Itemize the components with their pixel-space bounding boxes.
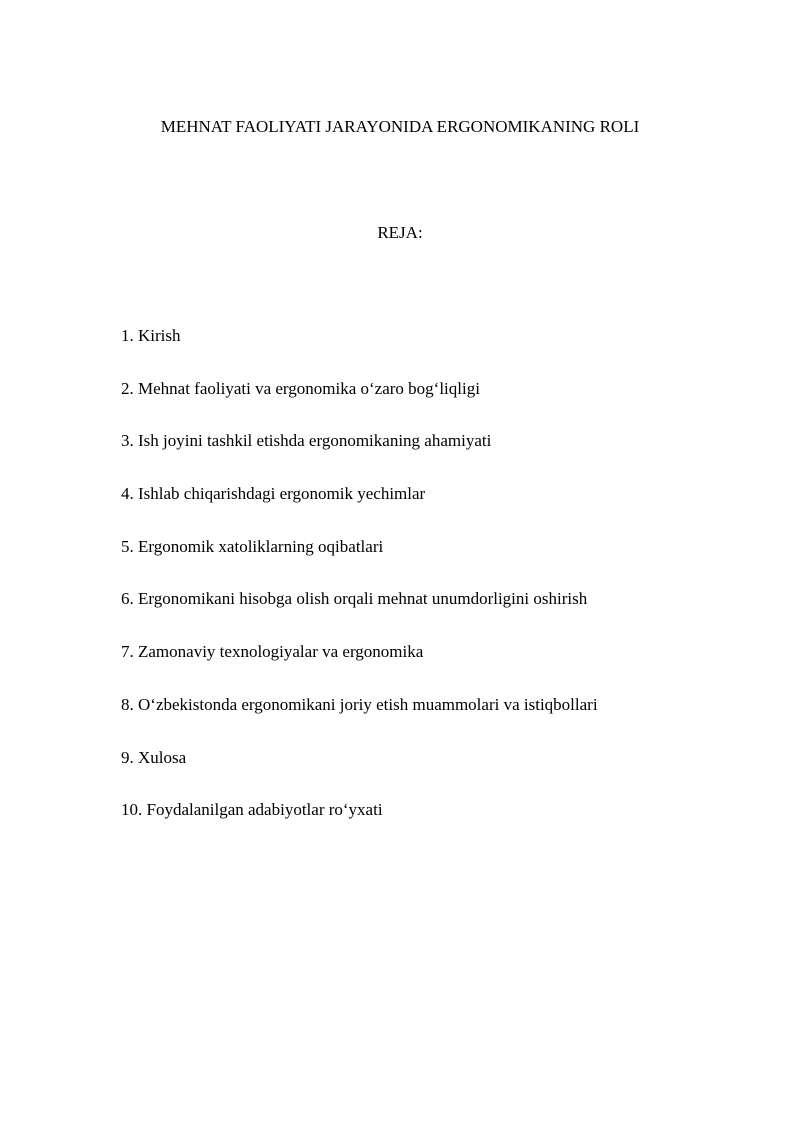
plan-list: [121, 325, 761, 852]
plan-heading: REJA:: [377, 223, 423, 242]
plan-item: 9. Xulosa: [121, 747, 187, 767]
plan-item: 5. Ergonomik xatoliklarning oqibatlari: [121, 536, 384, 556]
plan-item: 7. Zamonaviy texnologiyalar va ergonomika: [121, 642, 424, 662]
document-title: MEHNAT FAOLIYATI JARAYONIDA ERGONOMIKANING ROLI: [160, 117, 640, 136]
plan-item: 6. Ergonomikani hisobga olish orqali mehnat unumdorligini oshirish: [121, 589, 588, 609]
plan-item: 2. Mehnat faoliyati va ergonomika o‘zaro bog‘liqligi: [121, 378, 480, 398]
plan-item: 3. Ish joyini tashkil etishda ergonomikaning ahamiyati: [121, 431, 492, 451]
plan-item: 10. Foydalanilgan adabiyotlar ro‘yxati: [121, 800, 383, 820]
plan-item: 1. Kirish: [121, 326, 181, 345]
plan-item: 8. O‘zbekistonda ergonomikani joriy etish muammolari va istiqbollari: [121, 694, 598, 714]
plan-item: 4. Ishlab chiqarishdagi ergonomik yechimlar: [121, 484, 426, 504]
